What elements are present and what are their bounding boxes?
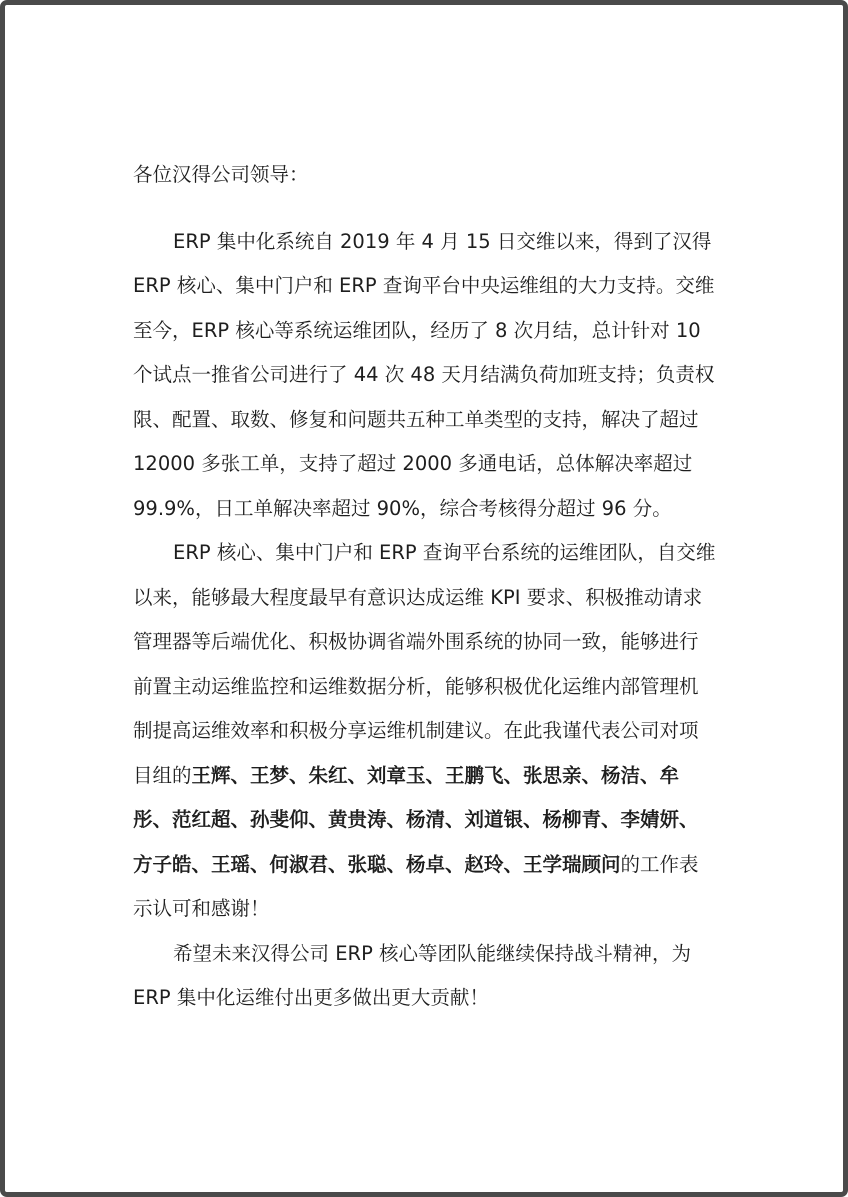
salutation: 各位汉得公司领导： bbox=[133, 163, 309, 186]
paragraph-line: ERP 集中化系统自 2019 年 4 月 15 日交维以来，得到了汉得 bbox=[173, 229, 712, 253]
paragraph-line: 12000 多张工单，支持了超过 2000 多通电话，总体解决率超过 bbox=[133, 452, 693, 475]
paragraph-3 bbox=[133, 932, 723, 1021]
paragraph-line: 前置主动运维监控和运维数据分析，能够积极优化运维内部管理机 bbox=[133, 674, 699, 698]
team-member-names: 彤、范红超、孙斐仰、黄贵涛、杨清、刘道银、杨柳青、李婧妍、 bbox=[133, 808, 699, 831]
paragraph-line: 管理器等后端优化、积极协调省端外围系统的协同一致，能够进行 bbox=[133, 630, 699, 653]
paragraph-line bbox=[133, 843, 723, 888]
paragraph-line: 99.9%，日工单解决率超过 90%，综合考核得分超过 96 分。 bbox=[133, 496, 672, 520]
paragraph-line: 个试点一推省公司进行了 44 次 48 天月结满负荷加班支持；负责权 bbox=[133, 363, 715, 386]
paragraph-line: ERP 集中化运维付出更多做出更大贡献！ bbox=[133, 986, 489, 1009]
paragraph-line: 制提高运维效率和积极分享运维机制建议。在此我谨代表公司对项 bbox=[133, 719, 699, 742]
paragraph-line: 至今，ERP 核心等系统运维团队，经历了 8 次月结，总计针对 10 bbox=[133, 318, 701, 342]
paragraph-line: ERP 核心、集中门户和 ERP 查询平台中央运维组的大力支持。交维 bbox=[133, 274, 715, 297]
paragraph-line: 以来，能够最大程度最早有意识达成运维 KPI 要求、积极推动请求 bbox=[133, 585, 703, 609]
paragraph-1 bbox=[133, 220, 723, 532]
spacer bbox=[133, 198, 723, 220]
team-member-names: 方子皓、王瑶、何淑君、张聪、杨卓、赵玲、王学瑞顾问 bbox=[133, 852, 621, 876]
paragraph-line: 示认可和感谢！ bbox=[133, 897, 270, 920]
names-suffix: 的工作表 bbox=[620, 852, 699, 876]
names-prefix: 目组的 bbox=[133, 763, 192, 787]
team-member-names: 王辉、王梦、朱红、刘章玉、王鹏飞、张思亲、杨洁、牟 bbox=[191, 763, 680, 787]
paragraph-2 bbox=[133, 531, 723, 932]
letter-body bbox=[133, 153, 723, 1021]
paragraph-line bbox=[133, 754, 723, 799]
paragraph-line: 希望未来汉得公司 ERP 核心等团队能继续保持战斗精神，为 bbox=[173, 941, 692, 965]
paragraph-line: 限、配置、取数、修复和问题共五种工单类型的支持，解决了超过 bbox=[133, 407, 699, 431]
paragraph-line: ERP 核心、集中门户和 ERP 查询平台系统的运维团队，自交维 bbox=[173, 541, 716, 564]
